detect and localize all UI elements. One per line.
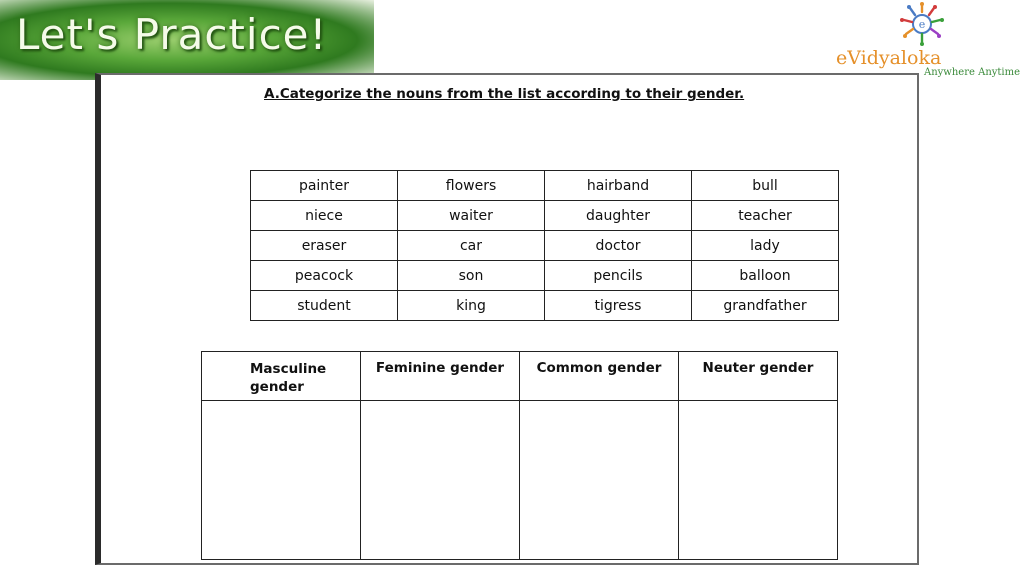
noun-row <box>251 171 839 201</box>
neuter-gender-header: Neuter gender <box>679 352 838 401</box>
svg-text:e: e <box>918 18 926 31</box>
masculine-header-line2: gender <box>250 379 304 395</box>
noun-cell: bull <box>692 171 839 201</box>
noun-cell: niece <box>251 201 398 231</box>
masculine-answer-cell[interactable] <box>202 401 361 560</box>
noun-cell: waiter <box>398 201 545 231</box>
common-answer-cell[interactable] <box>520 401 679 560</box>
noun-cell: student <box>251 291 398 321</box>
masculine-gender-header <box>202 352 361 401</box>
noun-cell: tigress <box>545 291 692 321</box>
noun-cell: hairband <box>545 171 692 201</box>
noun-row <box>251 261 839 291</box>
noun-row <box>251 291 839 321</box>
noun-cell: lady <box>692 231 839 261</box>
noun-cell: eraser <box>251 231 398 261</box>
logo-tagline: Anywhere Anytime <box>924 67 1021 78</box>
noun-cell: pencils <box>545 261 692 291</box>
worksheet-heading: A.Categorize the nouns from the list according to their gender. <box>264 86 745 102</box>
noun-cell: painter <box>251 171 398 201</box>
noun-cell: balloon <box>692 261 839 291</box>
neuter-answer-cell[interactable] <box>679 401 838 560</box>
noun-list-table <box>250 170 839 321</box>
lets-practice-banner <box>0 0 374 80</box>
people-circle-icon <box>894 2 950 46</box>
noun-row <box>251 231 839 261</box>
noun-cell: peacock <box>251 261 398 291</box>
noun-cell: daughter <box>545 201 692 231</box>
noun-cell: doctor <box>545 231 692 261</box>
logo-name: eVidyaloka <box>836 47 942 69</box>
feminine-answer-cell[interactable] <box>361 401 520 560</box>
noun-cell: son <box>398 261 545 291</box>
banner-title: Let's Practice! <box>16 10 328 59</box>
noun-cell: king <box>398 291 545 321</box>
gender-category-table <box>201 351 838 560</box>
common-gender-header: Common gender <box>520 352 679 401</box>
noun-row <box>251 201 839 231</box>
noun-cell: car <box>398 231 545 261</box>
feminine-gender-header: Feminine gender <box>361 352 520 401</box>
noun-cell: flowers <box>398 171 545 201</box>
masculine-header-line1: Masculine <box>250 361 327 377</box>
evidyaloka-logo <box>830 0 1024 80</box>
noun-cell: grandfather <box>692 291 839 321</box>
noun-cell: teacher <box>692 201 839 231</box>
